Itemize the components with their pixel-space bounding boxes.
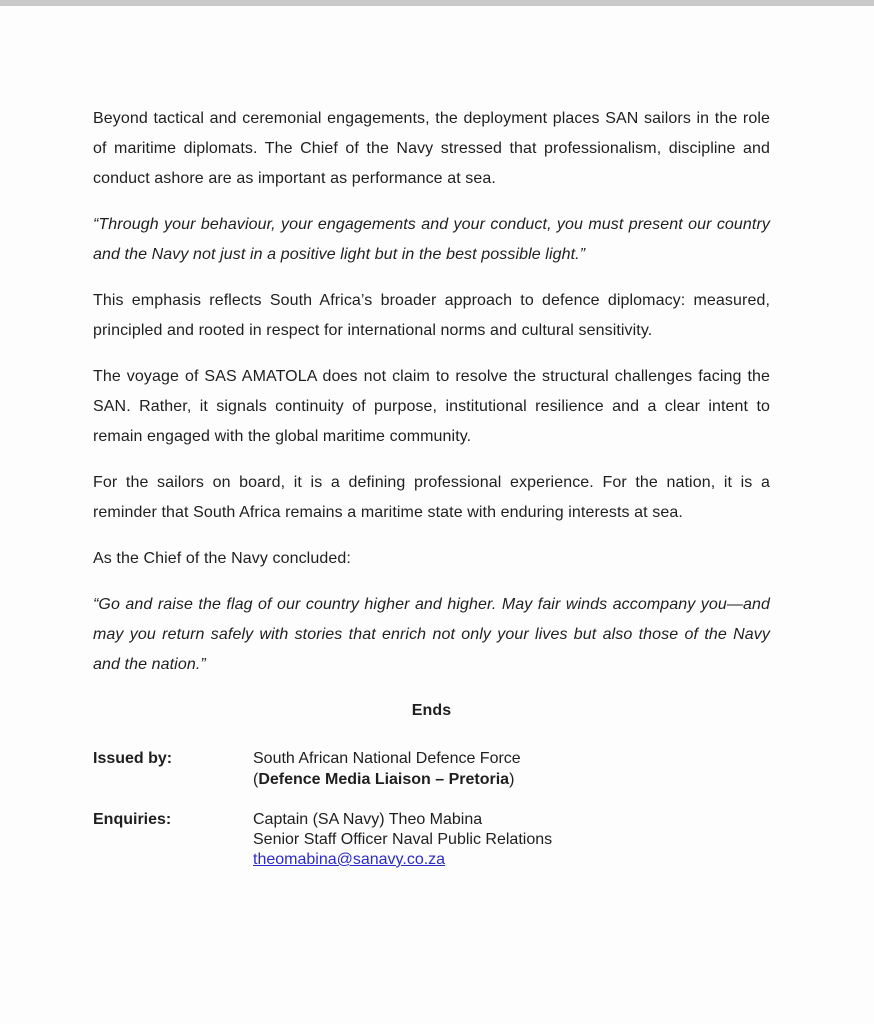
enquiries-row: [93, 810, 770, 870]
contact-email-line: [253, 850, 552, 870]
issued-by-label: Issued by:: [93, 750, 173, 767]
ends-marker: Ends: [411, 702, 452, 719]
issued-by-value: [253, 748, 521, 790]
quote-farewell: “Go and raise the flag of our country higher and higher. May fair winds accompany you—and may you return safely with stories that enrich not only your lives but also those of the Navy and the nation.”: [93, 596, 770, 673]
paragraph-chief-concluded-lead: As the Chief of the Navy concluded:: [93, 550, 351, 567]
contact-name: Captain (SA Navy) Theo Mabina: [253, 811, 483, 828]
paragraph-deployment-role: Beyond tactical and ceremonial engagements, the deployment places SAN sailors in the role of maritime diplomats. The Chief of the Navy stressed that professionalism, discipline and conduct ashore are as important as performance at sea.: [93, 110, 770, 187]
issued-by-unit-close-paren: ): [509, 771, 515, 788]
paragraph-sailors-experience: For the sailors on board, it is a defining professional experience. For the nation, it is a reminder that South Africa remains a maritime state with enduring interests at sea.: [93, 474, 770, 521]
paragraph-defence-diplomacy: This emphasis reflects South Africa’s broader approach to defence diplomacy: measured, principled and rooted in respect for international norms and cultural sensitivity.: [93, 292, 770, 339]
issued-by-unit-name: Defence Media Liaison – Pretoria: [258, 771, 510, 788]
issued-by-organisation: South African National Defence Force: [253, 750, 521, 767]
contact-email-link[interactable]: theomabina@sanavy.co.za: [253, 851, 446, 868]
quote-conduct: “Through your behaviour, your engagements and your conduct, you must present our country and the Navy not just in a positive light but in the best possible light.”: [93, 216, 770, 263]
contact-title: Senior Staff Officer Naval Public Relations: [253, 831, 553, 848]
issued-by-row: [93, 748, 770, 790]
enquiries-value: [253, 810, 552, 870]
document-page: [0, 6, 874, 910]
issued-by-unit-open-paren: (: [253, 771, 259, 788]
enquiries-label: Enquiries:: [93, 811, 172, 828]
paragraph-voyage-significance: The voyage of SAS AMATOLA does not claim to resolve the structural challenges facing the SAN. Rather, it signals continuity of purpose, institutional resilience and a clear intent to remain engaged with the global maritime community.: [93, 368, 770, 445]
issued-by-unit: [253, 769, 521, 790]
